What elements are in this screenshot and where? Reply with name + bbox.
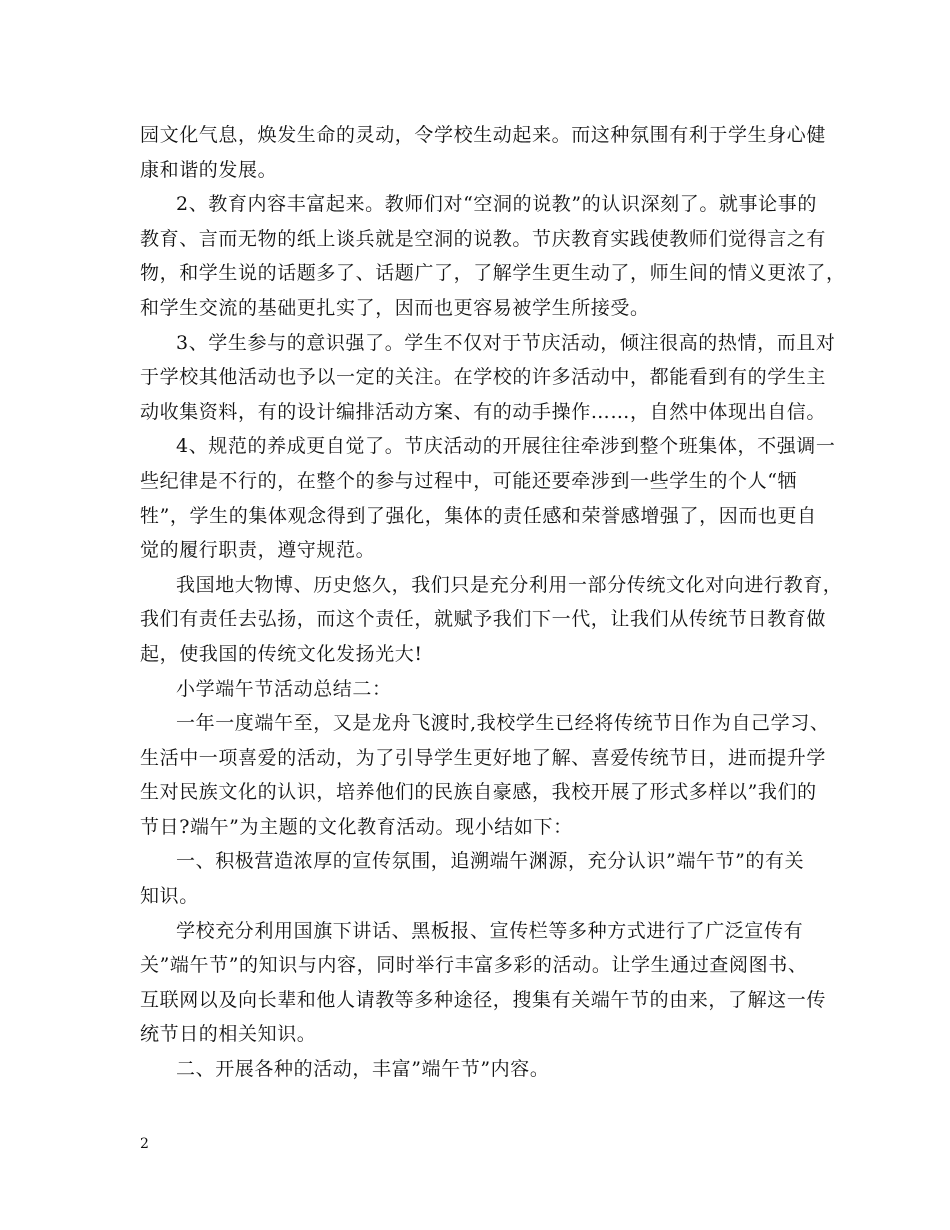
text-line: 些纪律是不行的，在整个的参与过程中，可能还要牵涉到一些学生的个人“牺: [140, 469, 798, 492]
text-line: 一、积极营造浓厚的宣传氛围，追溯端午渊源，充分认识”端午节”的有关: [176, 850, 805, 873]
document-body: [140, 118, 846, 1087]
text-line: 生活中一项喜爱的活动，为了引导学生更好地了解、喜爱传统节日，进而提升学: [140, 746, 827, 769]
text-line: 3、学生参与的意识强了。学生不仅对于节庆活动，倾注很高的热情，而且对: [176, 331, 836, 354]
text-line: 园文化气息，焕发生命的灵动，令学校生动起来。而这种氛围有利于学生身心健: [140, 124, 827, 146]
text-line: 学校充分利用国旗下讲话、黑板报、宣传栏等多种方式进行了广泛宣传有: [176, 919, 804, 942]
text-line: 我国地大物博、历史悠久，我们只是充分利用一部分传统文化对向进行教育，: [176, 573, 843, 596]
text-line: 二、开展各种的活动，丰富”端午节”内容。: [176, 1058, 550, 1081]
page-number: 2: [140, 1136, 149, 1152]
text-line: 2、教育内容丰富起来。教师们对“空洞的说教”的认识深刻了。就事论事的: [176, 193, 817, 216]
text-line: 物，和学生说的话题多了、话题广了，了解学生更生动了，师生间的情义更浓了，: [140, 262, 846, 285]
text-line: 我们有责任去弘扬，而这个责任，就赋予我们下一代，让我们从传统节日教育做: [140, 608, 827, 631]
text-line: 4、规范的养成更自觉了。节庆活动的开展往往牵涉到整个班集体，不强调一: [176, 435, 836, 458]
text-line: 和学生交流的基础更扎实了，因而也更容易被学生所接受。: [140, 296, 650, 319]
text-line: 牲”，学生的集体观念得到了强化，集体的责任感和荣誉感增强了，因而也更自: [140, 504, 817, 527]
text-line: 关”端午节”的知识与内容，同时举行丰富多彩的活动。让学生通过查阅图书、: [140, 954, 808, 977]
text-line: 节日?端午”为主题的文化教育活动。现小结如下：: [140, 815, 573, 838]
text-line: 统节日的相关知识。: [140, 1023, 317, 1046]
text-line: 康和谐的发展。: [140, 158, 278, 181]
text-line: 起，使我国的传统文化发扬光大!: [140, 642, 423, 665]
text-line: 生对民族文化的认识，培养他们的民族自豪感，我校开展了形式多样以”我们的: [140, 781, 817, 804]
text-line: 觉的履行职责，遵守规范。: [140, 539, 376, 562]
text-line: 知识。: [140, 885, 199, 908]
text-line: 于学校其他活动也予以一定的关注。在学校的许多活动中，都能看到有的学生主: [140, 366, 827, 389]
section-heading: 小学端午节活动总结二：: [176, 677, 392, 700]
text-line: 教育、言而无物的纸上谈兵就是空洞的说教。节庆教育实践使教师们觉得言之有: [140, 227, 827, 250]
text-line: 动收集资料，有的设计编排活动方案、有的动手操作……，自然中体现出自信。: [140, 400, 827, 423]
text-line: 一年一度端午至，又是龙舟飞渡时,我校学生已经将传统节日作为自己学习、: [176, 712, 830, 735]
text-line: 互联网以及向长辈和他人请教等多种途径，搜集有关端午节的由来，了解这一传: [140, 988, 827, 1011]
